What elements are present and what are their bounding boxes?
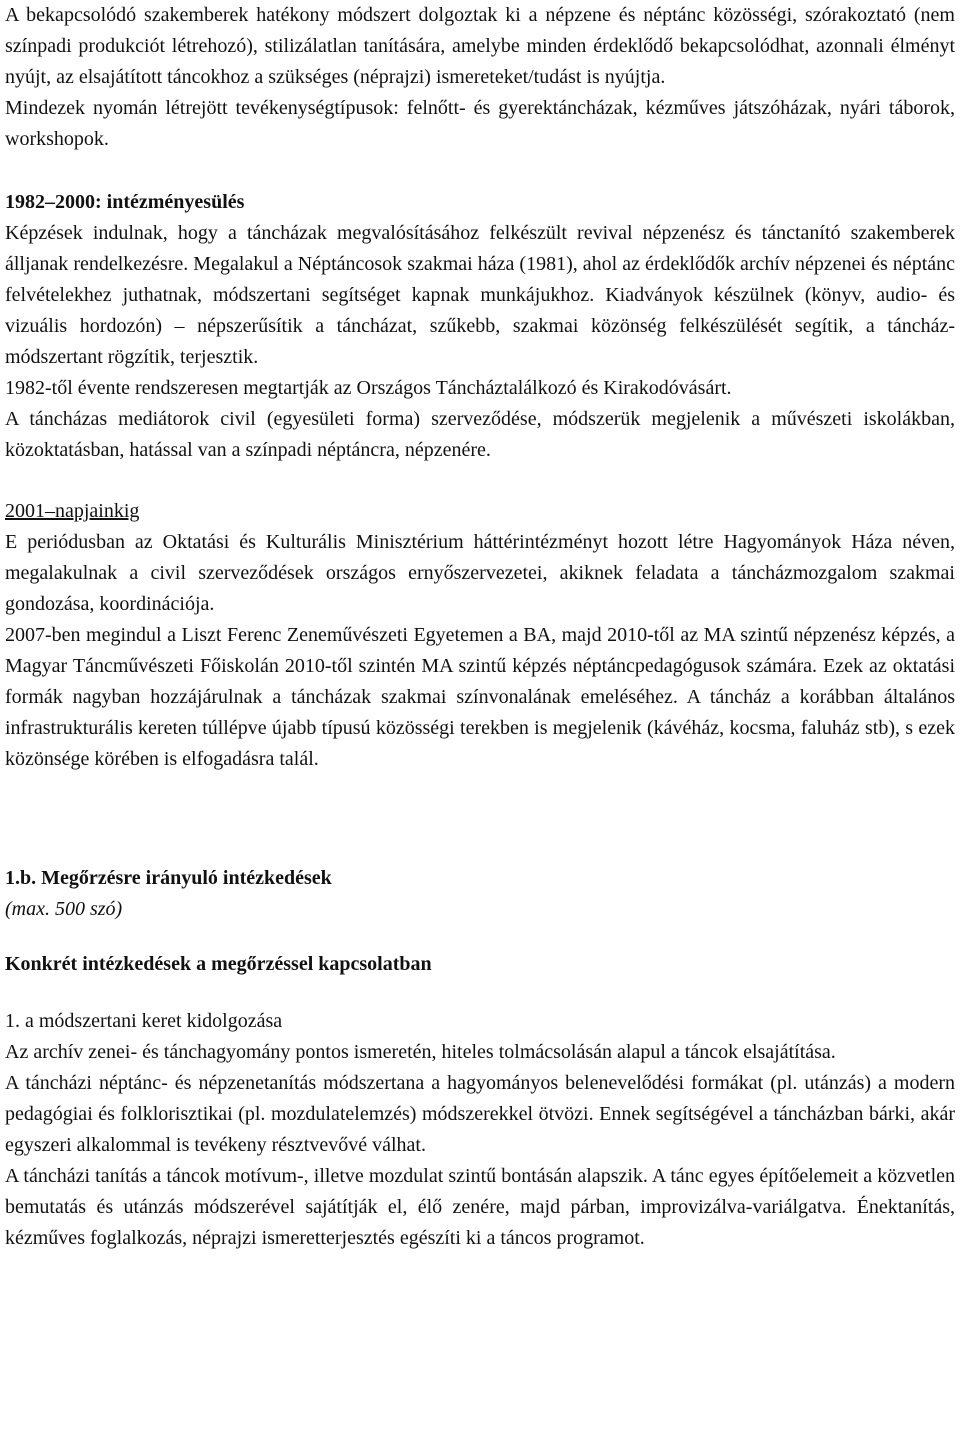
word-limit-note: (max. 500 szó) xyxy=(5,898,123,920)
subsection-heading: Konkrét intézkedések a megőrzéssel kapcsolatban xyxy=(5,953,432,975)
section-1b-paragraph-1: Az archív zenei- és tánchagyomány pontos ismeretén, hiteles tolmácsolásán alapul a táncok elsajátítása. xyxy=(5,1041,836,1063)
section-1982-paragraph-3: A táncházas mediátorok civil (egyesületi forma) szerveződése, módszerük megjelenik a művészeti iskolákban, közoktatásban, hatással van a színpadi néptáncra, népzenére. xyxy=(5,408,955,461)
section-1b-paragraph-3: A táncházi tanítás a táncok motívum-, illetve mozdulat szintű bontásán alapszik. A tánc egyes építőelemeit a közvetlen bemutatás és utánzás módszerével sajátítják el, élő zenére, majd párban, improvizálva-variálgatva. Énektanítás, kézműves foglalkozás, néprajzi ismeretterjesztés egészíti ki a táncos programot. xyxy=(5,1165,955,1249)
spacer xyxy=(5,925,955,949)
spacer xyxy=(5,466,955,496)
section-1b-paragraph-2: A táncházi néptánc- és népzenetanítás módszertana a hagyományos belenevelődési formákat (pl. utánzás) a modern pedagógiai és folklorisztikai (pl. mozdulatelemzés) módszerekkel ötvözi. Ennek segítségével a táncházban bárki, akár egyszeri alkalommal is tevékeny résztvevővé válhat. xyxy=(5,1072,955,1156)
section-1982-paragraph-2: 1982-től évente rendszeresen megtartják az Országos Táncháztalálkozó és Kirakodóvásárt. xyxy=(5,377,732,399)
spacer xyxy=(5,775,955,863)
spacer xyxy=(5,155,955,187)
section-2001-paragraph-1: E periódusban az Oktatási és Kulturális Minisztérium háttérintézményt hozott létre Hagyományok Háza néven, megalakulnak a civil szerveződések országos ernyőszervezetei, akiknek feladata a táncházmozgalom szakmai gondozása, koordinációja. xyxy=(5,531,955,615)
item-title-1: 1. a módszertani keret kidolgozása xyxy=(5,1010,283,1032)
intro-paragraph-2: Mindezek nyomán létrejött tevékenységtípusok: felnőtt- és gyerektáncházak, kézműves játszóházak, nyári táborok, workshopok. xyxy=(5,97,955,150)
document-page xyxy=(5,0,955,1254)
intro-paragraph-1: A bekapcsolódó szakemberek hatékony módszert dolgoztak ki a népzene és néptánc közösségi, szórakoztató (nem színpadi produkciót létrehozó), stilizálatlan tanítására, amelybe minden érdeklődő bekapcsolódhat, azonnali élményt nyújt, az elsajátított táncokhoz a szükséges (néprajzi) ismereteket/tudást is nyújtja. xyxy=(5,4,955,88)
section-heading-1982: 1982–2000: intézményesülés xyxy=(5,191,245,213)
section-2001-paragraph-2: 2007-ben megindul a Liszt Ferenc Zeneművészeti Egyetemen a BA, majd 2010-től az MA szintű népzenész képzés, a Magyar Táncművészeti Főiskolán 2010-től szintén MA szintű képzés néptáncpedagógusok számára. Ezek az oktatási formák nagyban hozzájárulnak a táncházak szakmai színvonalának emeléséhez. A táncház a korábban általános infrastrukturális kereten túllépve újabb típusú közösségi terekben is megjelenik (kávéház, kocsma, faluház stb), s ezek közönsége körében is elfogadásra talál. xyxy=(5,624,955,770)
section-heading-2001: 2001–napjainkig xyxy=(5,500,140,522)
section-heading-1b: 1.b. Megőrzésre irányuló intézkedések xyxy=(5,867,332,889)
spacer xyxy=(5,980,955,1006)
section-1982-paragraph-1: Képzések indulnak, hogy a táncházak megvalósításához felkészült revival népzenész és tánctanító szakemberek álljanak rendelkezésre. Megalakul a Néptáncosok szakmai háza (1981), ahol az érdeklődők archív népzenei és néptánc felvételekhez juthatnak, módszertani segítséget kapnak munkájukhoz. Kiadványok készülnek (könyv, audio- és vizuális hordozón) – népszerűsítik a táncházat, szűkebb, szakmai közönség felkészülését segítik, a táncház-módszertant rögzítik, terjesztik. xyxy=(5,222,955,368)
